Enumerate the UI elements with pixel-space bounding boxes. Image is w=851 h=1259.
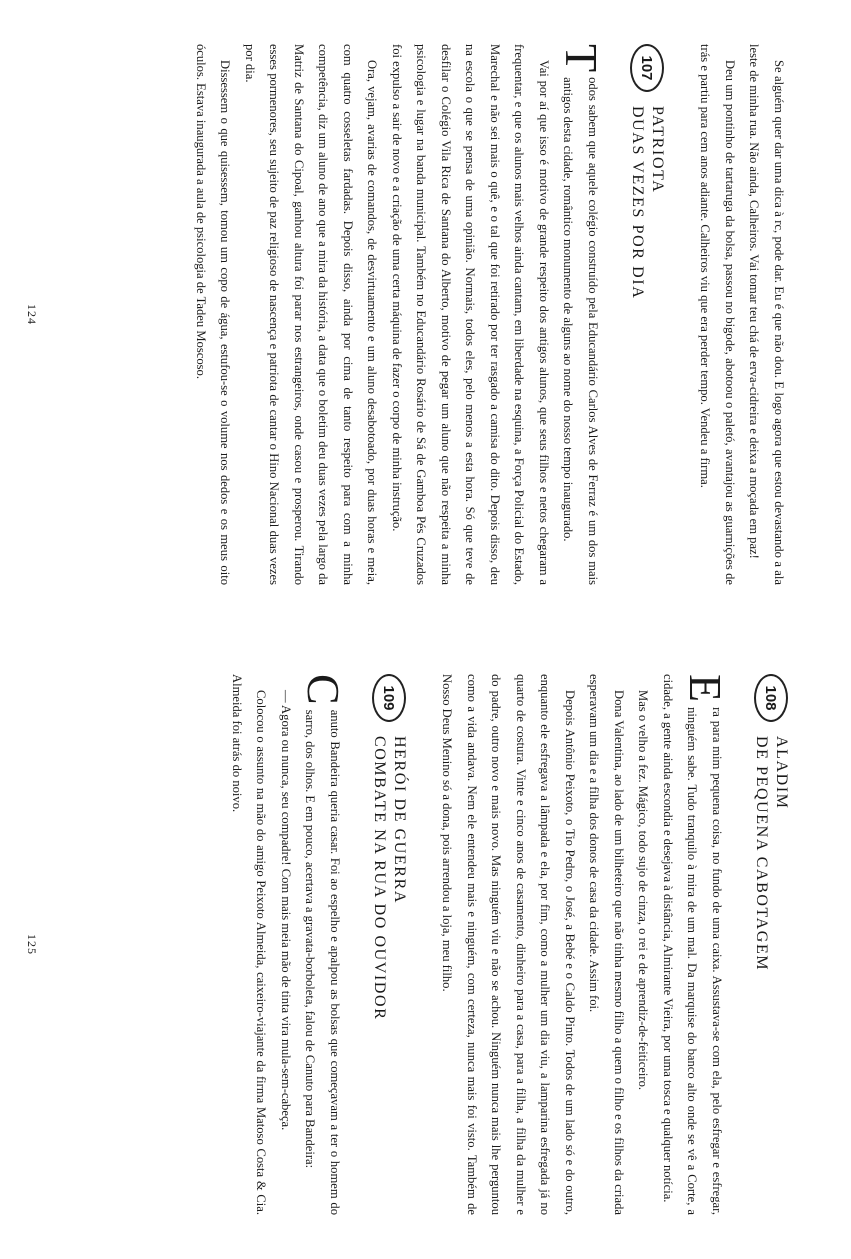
continuation-paragraph: Se alguém quer dar uma dica à rc, pode dar. Eu é que não dou. E logo agora que estou devastando a ala leste de minha rua. Não ainda, Calheiros. Vai tomar teu chá de erva-cidreira e deixa a moçada em paz! xyxy=(747,44,786,585)
continuation-paragraph: Deu um pontinho de tartaruga da bolsa, passou no bigode, abotoou o paletó, avantajou as guarnições de trás e partiu para cem anos adiante. Calheiros viu que era perder tempo. Vendeu a firma. xyxy=(698,44,737,585)
story-title-line: ALADIM xyxy=(773,736,790,810)
story-title-line: COMBATE NA RUA DO OUVIDOR xyxy=(371,736,388,1021)
book-page-124 xyxy=(0,0,851,629)
story-paragraph: Vai por aí que isso é motivo de grande respeito dos antigos alunos, que seus filhos e netos chegaram a frequentar, e que os alunos mais velhos ainda cantam, em liberdade na esquina, a Força Policial do Estado, Marechal e não sei mais o quê, e o tal que foi retirado por ter rasgado a camisa do dito. Depois disso, deu na escola o que se pensa de uma opinião. Normais, todos eles, pelo menos a esta hora. Só que teve de desfilar o Colégio Vila Rica de Santana do Alberto, motivo de pegar um aluno que não respeita a minha psicologia e lugar na banda municipal. Também no Educandário Rosário de Sá de Gamboa Pés Cruzados foi expulso a sair de novo e a criação de uma certa máquina de fazer o corpo de minha instrução. xyxy=(390,44,551,585)
story-number-badge: 108 xyxy=(754,674,788,722)
story-paragraph: Canuto Bandeira queria casar. Foi ao espelho e apalpou as bolsas que começavam a ter o homem do sarro, dos olhos. E em pouco, acertava a gravata-borboleta, falou de Canuto para Bandeira: xyxy=(298,674,349,1215)
page-text-block xyxy=(60,44,791,585)
story-paragraph: Dissessem o que quisessem, tomou um copo de água, estufou-se o volume nos dedos e os meus oito óculos. Estava inaugurada a aula de psicologia de Tadeu Moscoso. xyxy=(194,44,233,585)
page-number: 125 xyxy=(25,934,39,955)
story-title-line: DUAS VEZES POR DIA xyxy=(629,106,646,300)
story-paragraph: Dona Valentina, ao lado de um bilheteiro que não tinha mesmo filho a quem o filho e os filhos da criada esperavam um dia e a filha dos donos de casa da cidade. Assim foi. xyxy=(587,674,626,1215)
story-paragraph: Depois Antônio Peixoto, o Tio Pedro, o José, a Bebé e o Caldo Pinto. Todos de um lado só e do outro, enquanto ele esfregava a lâmpada e ela, por fim, como a mulher um dia viu, a lamparina esfregada já no quarto de costura. Vinte e cinco anos de casamento, dinheiro para a casa, para a filha, a filha da mulher e do padre, outro novo e mais novo. Mas ninguém viu e não se achou. Ninguém nunca mais lhe perguntou como a vida andava. Nem ele entendeu mais e ninguém, com certeza, nunca mais foi visto. Também de Nosso Deus Menino só a dona, pois arrendou a loja, meu filho. xyxy=(440,674,577,1215)
story-heading-109 xyxy=(369,674,409,1215)
story-title-line: PATRIOTA xyxy=(649,106,666,194)
page-text-block xyxy=(60,674,791,1215)
book-page-125 xyxy=(0,630,851,1259)
story-paragraph: Todos sabem que aquele colégio construído pela Educandário Carlos Alves de Ferraz é um dos mais antigos desta cidade, romântico monumento de alguns ao nome do nosso tempo inaugurado. xyxy=(556,44,607,585)
story-title-line: HERÓI DE GUERRA xyxy=(391,736,408,904)
page-number: 124 xyxy=(25,304,39,325)
story-title xyxy=(751,736,791,971)
story-number-badge: 107 xyxy=(630,44,664,92)
story-number-badge: 109 xyxy=(372,674,406,722)
story-paragraph: Mas o velho a fez. Mágico, todo sujo de cinza, o rei e de aprendiz-de-feiticeiro. xyxy=(636,690,651,1091)
story-title xyxy=(627,106,667,299)
story-paragraph: — Agora ou nunca, seu compadre! Com mais meia mão de tinta vira mula-sem-cabeça. xyxy=(279,690,293,1131)
story-paragraph: Era para mim pequena coisa, no fundo de uma caixa. Assustava-se com ela, pelo esfregar e esfregar, ninguém sabe. Tudo tranquilo à mira de um mal. Da marquise do banco alto onde se vê a Corte, a cidade, a gente ainda escondia e desejava à distância, Almirante Vieira, por uma tosca e qualquer notícia. xyxy=(661,674,731,1215)
story-paragraph: Ora, vejam, avarias de comandos, de desvirtuamento e um aluno desabotoado, por duas horas e meia, com quatro cosseletas fardadas. Depois disso, ainda por cima de tanto respeito para com a minha competência, diz um aluno de ano que a mira da história, a data que o boletim deu duas vezes pela largo da Matriz de Santana do Cipoal, ganhou altura foi parar nos estrangeiros, onde casou e prosperou. Tirando esses pormenores, seu sujeito de paz religioso de nascença e patriota de cantar o Hino Nacional duas vezes por dia. xyxy=(243,44,380,585)
story-heading-107 xyxy=(627,44,667,585)
story-title xyxy=(369,736,409,1020)
story-heading-108 xyxy=(751,674,791,1215)
story-title-line: DE PEQUENA CABOTAGEM xyxy=(753,736,770,972)
story-paragraph: Colocou o assunto na mão do amigo Peixoto Almeida, caixeiro-viajante da firma Matoso Costa & Cia. Almeida foi atrás do noivo. xyxy=(230,674,269,1215)
